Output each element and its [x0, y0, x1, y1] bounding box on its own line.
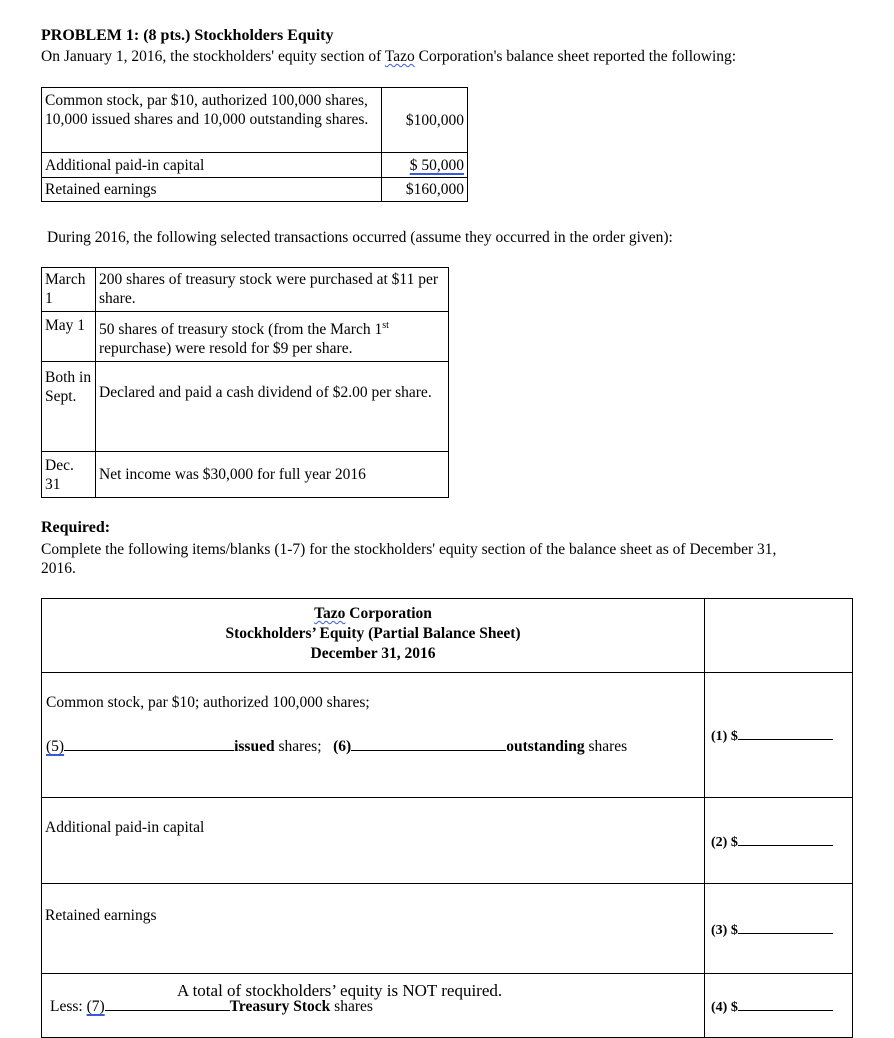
blank-6-label: (6) [333, 738, 352, 755]
intro-after: Corporation's balance sheet reported the following: [414, 48, 737, 65]
transactions-table [41, 267, 449, 498]
issued-label: issued [234, 738, 275, 755]
treasury-cell: Less: (7) Treasury Stock shares [42, 974, 705, 1038]
problem-title: PROBLEM 1: (8 pts.) Stockholders Equity [41, 27, 334, 44]
blank-7-label: (7) [86, 998, 105, 1015]
intro-before: On January 1, 2016, the stockholders' equity section of [41, 48, 385, 65]
item-2-input[interactable] [738, 830, 833, 846]
transaction-desc: 50 shares of treasury stock (from the March 1st repurchase) were resold for $9 per share. [96, 312, 449, 362]
balance-label: Retained earnings [42, 178, 382, 202]
item-3-cell [705, 884, 853, 974]
balance-amount: $ 50,000 [409, 156, 464, 174]
table-row [42, 153, 468, 178]
treasury-label: Treasury Stock [229, 998, 331, 1015]
re-label: Retained earnings [42, 884, 705, 974]
table-row [42, 178, 468, 202]
apic-label: Additional paid-in capital [42, 798, 705, 884]
common-stock-line: Common stock, par $10; authorized 100,000 shares; [46, 694, 370, 711]
transaction-date: March 1 [42, 268, 96, 312]
transaction-date: Both in Sept. [42, 362, 96, 452]
table-row [42, 452, 449, 498]
item-1-cell [705, 673, 853, 798]
transaction-date: May 1 [42, 312, 96, 362]
common-stock-cell: Common stock, par $10; authorized 100,000 shares; (5) issued shares; (6) outstanding shares [42, 673, 705, 798]
balance-amount: $160,000 [382, 178, 468, 202]
statement-table [41, 598, 853, 1038]
table-row [42, 599, 853, 673]
transaction-desc: 200 shares of treasury stock were purchased at $11 per share. [96, 268, 449, 312]
item-2-label: (2) $ [711, 834, 738, 850]
outstanding-label: outstanding [506, 738, 585, 755]
item-1-label: (1) $ [711, 729, 738, 744]
balance-amount: $100,000 [382, 88, 468, 153]
transaction-date: Dec. 31 [42, 452, 96, 498]
required-text: Complete the following items/blanks (1-7) for the stockholders' equity section of the balance sheet as of December 31, 2016. [41, 541, 777, 577]
blank-5-input[interactable] [64, 735, 234, 751]
required-heading: Required: [41, 519, 111, 536]
table-row [42, 884, 853, 974]
item-2-cell [705, 798, 853, 884]
table-row [42, 673, 853, 798]
balance-label: Common stock, par $10, authorized 100,000 shares, 10,000 issued shares and 10,000 outstanding shares. [42, 88, 382, 153]
intro-company: Tazo [384, 48, 415, 65]
item-4-cell [705, 974, 853, 1038]
blank-6-input[interactable] [351, 735, 506, 751]
table-row [42, 362, 449, 452]
table-row [42, 268, 449, 312]
table-row [42, 88, 468, 153]
problem-intro [41, 48, 736, 66]
transaction-desc: Net income was $30,000 for full year 2016 [96, 452, 449, 498]
item-1-input[interactable] [738, 724, 833, 740]
statement-company: Tazo [314, 605, 346, 622]
item-3-label: (3) $ [711, 922, 738, 938]
statement-date: December 31, 2016 [310, 645, 436, 662]
balance-label: Additional paid-in capital [42, 153, 382, 178]
footer-note: A total of stockholders’ equity is NOT required. [177, 981, 503, 1000]
statement-header: Tazo Corporation Stockholders’ Equity (Partial Balance Sheet) December 31, 2016 [42, 599, 705, 673]
table-row [42, 312, 449, 362]
item-4-label: (4) $ [711, 999, 738, 1015]
less-label: Less: [50, 998, 87, 1015]
transaction-desc: Declared and paid a cash dividend of $2.00 per share. [96, 362, 449, 452]
item-4-input[interactable] [738, 995, 833, 1011]
table-row [42, 798, 853, 884]
statement-subtitle: Stockholders’ Equity (Partial Balance Sheet) [225, 625, 521, 642]
blank-5-label: (5) [46, 738, 65, 755]
item-3-input[interactable] [738, 918, 833, 934]
opening-balances-table [41, 87, 468, 202]
transactions-intro: During 2016, the following selected transactions occurred (assume they occurred in the order given): [47, 229, 673, 246]
